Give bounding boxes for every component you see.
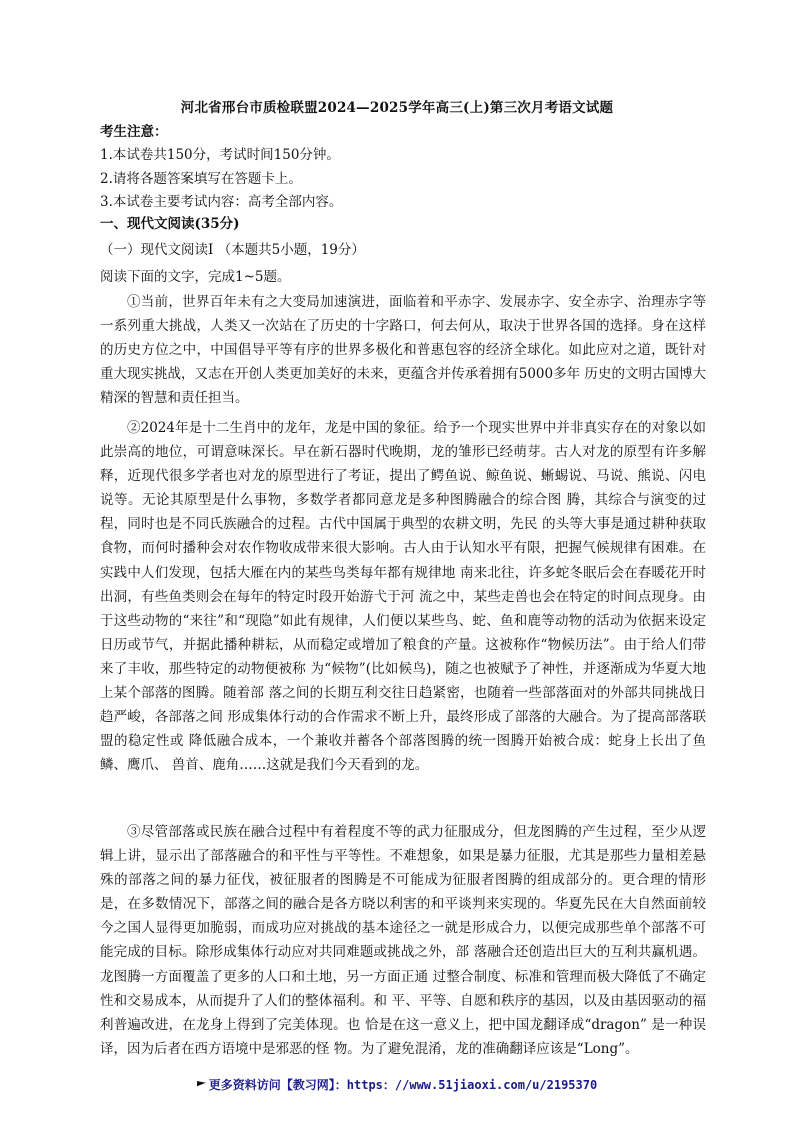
footer-text: 更多资料访问【教习网】：https：//www.51jiaoxi.com/u/2195370: [208, 1078, 598, 1092]
notice-item: 3.本试卷主要考试内容：高考全部内容。: [100, 194, 343, 210]
notice-item: 2.请将各题答案填写在答题卡上。: [100, 171, 302, 187]
paragraph-2: ②2024年是十二生肖中的龙年，龙是中国的象征。给予一个现实世界中并非真实存在的对象以如此崇高的地位，可谓意味深长。早在新石器时代晚期，龙的雏形已经萌芽。古人对龙的原型有许多解释，近现代很多学者也对龙的原型进行了考证，提出了鳄鱼说、鲸鱼说、蜥蜴说、马说、熊说、闪电说等。无论其原型是什么事物，多数学者都同意龙是多种图腾融合的综合图 腾，其综合与演变的过程，同时也是不同氏族融合的过程。古代中国属于典型的农耕文明，先民 的头等大事是通过耕种获取食物，而何时播种会对农作物收成带来很大影响。古人由于认知水平有限，把握气候规律有困难。在实践中人们发现，包括大雁在内的某些鸟类每年都有规律地 南来北往，许多蛇冬眠后会在春暖花开时出洞，有些鱼类则会在每年的特定时段开始游弋于河 流之中，某些走兽也会在特定的时间点现身。由于这些动物的“来往”和“现隐”如此有规律，人们便以某些鸟、蛇、鱼和鹿等动物的活动为依据来设定日历或节气，并据此播种耕耘，从而稳定或增加了粮食的产量。这被称作“物候历法”。由于给人们带来了丰收，那些特定的动物便被称 为“候物”(比如候鸟)，随之也被赋予了神性，并逐渐成为华夏大地上某个部落的图腾。随着部 落之间的长期互利交往日趋紧密，也随着一些部落面对的外部共同挑战日趋严峻，各部落之间 形成集体行动的合作需求不断上升，最终形成了部落的大融合。为了提高部落联盟的稳定性或 降低融合成本，一个兼收并蓄各个部落图腾的统一图腾开始被合成：蛇身上长出了鱼鳞、鹰爪、 兽首、鹿角……这就是我们今天看到的龙。: [100, 420, 706, 774]
notice-item: 1.本试卷共150分，考试时间150分钟。: [100, 147, 340, 163]
flag-icon: [197, 1081, 206, 1090]
paragraph-3: ③尽管部落或民族在融合过程中有着程度不等的武力征服成分，但龙图腾的产生过程，至少从逻辑上讲，显示出了部落融合的和平性与平等性。不难想象，如果是暴力征服，尤其是那些力量相差悬殊的部落之间的暴力征伐，被征服者的图腾是不可能成为征服者图腾的组成部分的。更合理的情形是，在多数情况下，部落之间的融合是各方晓以利害的和平谈判来实现的。华夏先民在大自然面前较今之国人显得更加脆弱，而成功应对挑战的基本途径之一就是形成合力，以便完成那些单个部落不可能完成的目标。除形成集体行动应对共同难题或挑战之外，部 落融合还创造出巨大的互利共赢机遇。龙图腾一方面覆盖了更多的人口和土地，另一方面正通 过整合制度、标准和管理而极大降低了不确定性和交易成本，从而提升了人们的整体福利。和 平、平等、自愿和秩序的基因，以及由基因驱动的福利普遍改进，在龙身上得到了完美体现。也 恰是在这一意义上，把中国龙翻译成“dragon” 是一种误译，因为后者在西方语境中是邪恶的怪 物。为了避免混淆，龙的准确翻译应该是“Long”。: [100, 824, 706, 1057]
footer-link[interactable]: [0, 1076, 794, 1093]
paragraph-1: ①当前，世界百年未有之大变局加速演进，面临着和平赤字、发展赤字、安全赤字、治理赤字等一系列重大挑战，人类又一次站在了历史的十字路口，何去何从，取决于世界各国的选择。身在这样的历史方位之中，中国倡导平等有序的世界多极化和普惠包容的经济全球化。如此应对之道，既针对重大现实挑战，又志在开创人类更加美好的未来，更蕴含并传承着拥有5000多年 历史的文明古国博大精深的智慧和责任担当。: [100, 294, 706, 407]
section-heading: 一、现代文阅读(35分): [100, 216, 240, 232]
notice-heading: 考生注意：: [100, 124, 168, 140]
reading-instruction: 阅读下面的文字，完成1~5题。: [100, 269, 291, 285]
sub-section-heading: （一）现代文阅读Ⅰ （本题共5小题，19分）: [100, 242, 365, 258]
exam-title: 河北省邢台市质检联盟2024—2025学年高三(上)第三次月考语文试题: [180, 100, 614, 116]
